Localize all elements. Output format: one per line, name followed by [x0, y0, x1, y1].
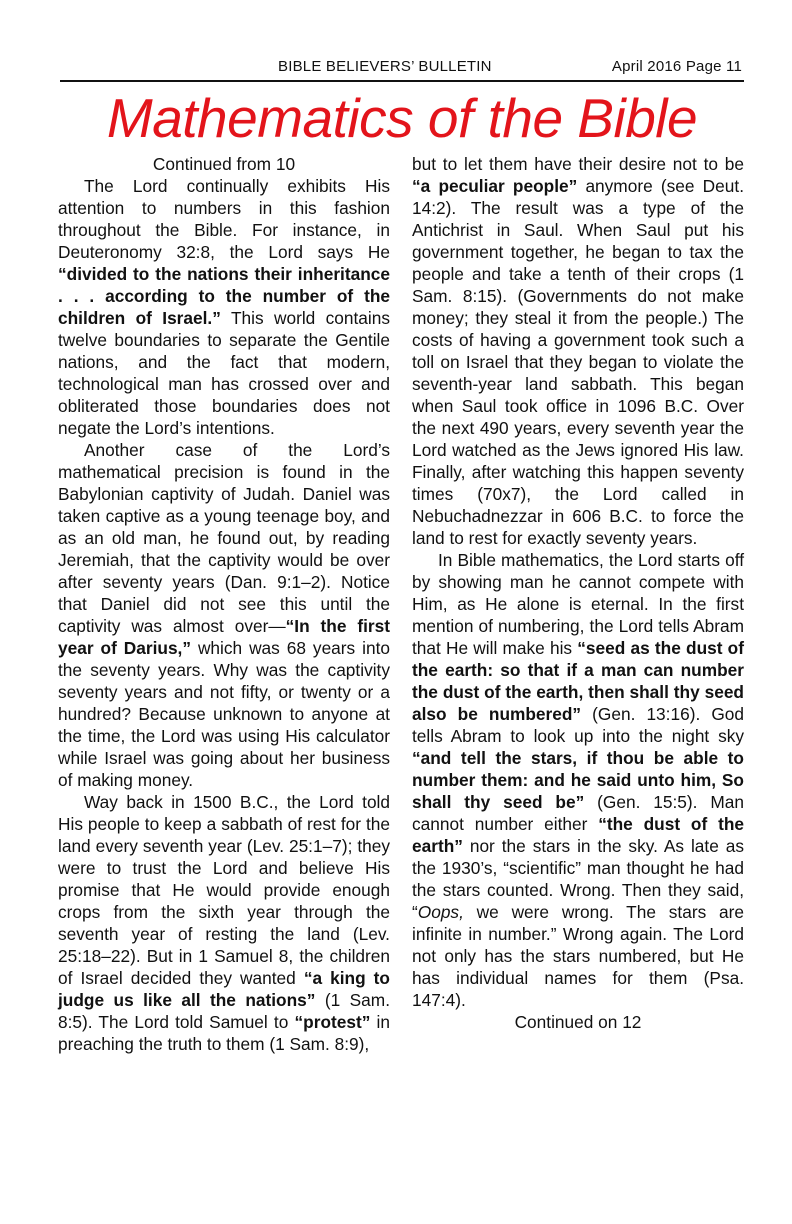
scripture-quote: “a peculiar people”: [412, 176, 578, 196]
paragraph: In Bible mathematics, the Lord starts off by showing man he cannot compete with Him, as He alone is eternal. In the first mention of numbering, the Lord tells Abram that He will make his “seed as the dust of the earth: so that if a man can number the dust of the earth, then shall thy seed also be numbered” (Gen. 13:16). God tells Abram to look up into the night sky “and tell the stars, if thou be able to number them: and he said unto him, So shall thy seed be” (Gen. 15:5). Man cannot number either “the dust of the earth” nor the stars in the sky. As late as the 1930’s, “scientific” man thought he had the stars counted. Wrong. Then they said, “Oops, we were wrong. The stars are infinite in number.” Wrong again. The Lord not only has the stars numbered, but He has individual names for them (Psa. 147:4).: [412, 550, 744, 1010]
scripture-quote: “protest”: [294, 1012, 371, 1032]
paragraph: Another case of the Lord’s mathematical precision is found in the Babylonian captivity of Judah. Daniel was taken captive as a young teenage boy, and as an old man, he found out, by reading Jeremiah, that the captivity would be over after seventy years (Dan. 9:1–2). Notice that Daniel did not see this until the captivity was almost over—“In the first year of Darius,” which was 68 years into the seventy years. Why was the captivity seventy years and not fifty, or twenty or a hundred? Because unknown to anyone at the time, the Lord was using His calculator while Israel was going about her business of making money.: [58, 440, 390, 790]
issue-date-page: April 2016 Page 11: [611, 58, 742, 75]
page-header: [60, 58, 744, 82]
publication-name: BIBLE BELIEVERS’ BULLETIN: [278, 58, 492, 75]
article-title: Mathematics of the Bible: [106, 87, 698, 149]
scripture-quote: “seed as the dust of the earth: so that if a man can number the dust of the earth, then shall thy seed also be numbered”: [412, 638, 744, 724]
italic-word: Oops,: [417, 902, 464, 922]
continued-from: Continued from 10: [152, 154, 296, 174]
paragraph: The Lord continually exhibits His attention to numbers in this fashion throughout the Bible. For instance, in Deuteronomy 32:8, the Lord says He “divided to the nations their inheritance . . . according to the number of the children of Israel.” This world contains twelve boundaries to separate the Gentile nations, and the fact that modern, technological man has crossed over and obliterated those boundaries does not negate the Lord’s intentions.: [58, 176, 391, 438]
paragraph: but to let them have their desire not to be “a peculiar people” anymore (see Deut. 14:2). The result was a type of the Antichrist in Saul. When Saul put his government together, he began to tax the people and take a tenth of their crops (1 Sam. 8:15). (Governments do not make money; they steal it from the people.) The costs of having a government took such a toll on Israel that they began to violate the seventh-year land sabbath. This began when Saul took office in 1096 B.C. Over the next 490 years, every seventh year the Lord watched as the Jews ignored His law. Finally, after watching this happen seventy times (70x7), the Lord called in Nebuchadnezzar in 606 B.C. to force the land to rest for exactly seventy years.: [412, 154, 744, 548]
paragraph: Way back in 1500 B.C., the Lord told His people to keep a sabbath of rest for the land every seventh year (Lev. 25:1–7); they were to trust the Lord and believe His promise that He would provide enough crops from the sixth year through the seventh year of resting the land (Lev. 25:18–22). But in 1 Samuel 8, the children of Israel decided they wanted “a king to judge us like all the nations” (1 Sam. 8:5). The Lord told Samuel to “protest” in preaching the truth to them (1 Sam. 8:9),: [58, 792, 390, 1054]
scripture-quote: “In the first year of Darius,”: [58, 616, 390, 658]
scripture-quote: “and tell the stars, if thou be able to number them: and he said unto him, So shall thy seed be”: [412, 748, 744, 812]
scripture-quote: “divided to the nations their inheritance . . . according to the number of the children of Israel.”: [58, 264, 390, 328]
scripture-quote: “a king to judge us like all the nations”: [58, 968, 390, 1010]
scripture-quote: “the dust of the earth”: [412, 814, 744, 856]
right-column: [412, 153, 744, 1033]
left-column: [58, 153, 390, 1055]
continued-on: Continued on 12: [514, 1012, 642, 1032]
